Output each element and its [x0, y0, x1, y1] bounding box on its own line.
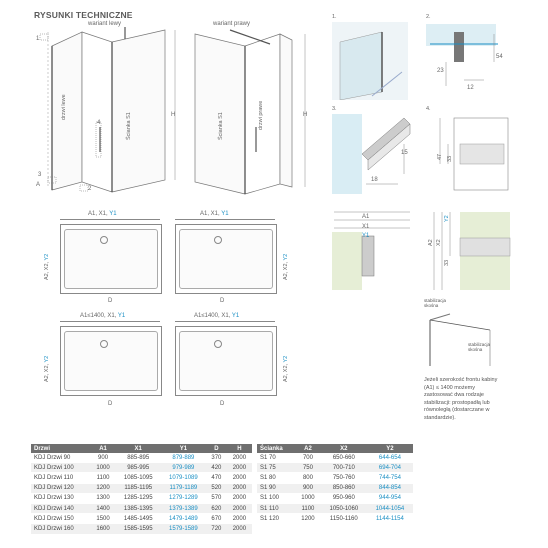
plan-tl-dim: A1, X1, Y1 [88, 211, 117, 217]
table-row: KDJ Drzwi 100 1000 985-995 979-989 420 2000 [31, 463, 252, 473]
walls-table-header: Ścianka A2 X2 Y2 [257, 444, 413, 453]
detail-4-drawing [434, 114, 514, 194]
detail-2-number: 2. [426, 14, 431, 20]
detail-6-a2: A2 [428, 239, 434, 246]
stabilization-bottom-label: stabilizacja skośna [468, 342, 491, 352]
drain-icon [100, 340, 108, 348]
table-row: KDJ Drzwi 160 1600 1585-1595 1579-1589 720 2000 [31, 524, 252, 534]
table-row: S1 110 1100 1050-1060 1044-1054 [257, 503, 413, 513]
plan-br-side-dim: A2, X2, Y2 [283, 355, 289, 382]
detail-5-y1: Y1 [362, 233, 370, 239]
plan-tr-side-dim: A2, X2, Y2 [283, 253, 289, 280]
table-row: S1 90 900 850-860 844-854 [257, 483, 413, 493]
detail-5-drawing [332, 210, 412, 290]
detail-2-dim-23: 23 [437, 68, 444, 74]
stabilization-note: Jeżeli szerokość frontu kabiny (A1) ≤ 1400 możemy zastosować dwa rodzaje stabilizacji: prostopadłą lub równoległą (dostarczane w standardzie). [424, 377, 498, 421]
drain-icon [100, 236, 108, 244]
plan-br-dim: A1≤1400, X1, Y1 [194, 313, 240, 319]
door-right-label: drzwi prawe [258, 100, 264, 130]
table-row: S1 80 800 750-760 744-754 [257, 473, 413, 483]
table-row: S1 120 1200 1150-1160 1144-1154 [257, 514, 413, 524]
ref-2-label: 2 [88, 186, 92, 192]
plan-br-tray [175, 326, 277, 396]
plan-bl-tray [60, 326, 162, 396]
plan-bl-dim: A1≤1400, X1, Y1 [80, 313, 126, 319]
detail-3-dim-15: 15 [401, 150, 408, 156]
page-title: RYSUNKI TECHNICZNE [34, 10, 133, 20]
plan-tr-tray [175, 224, 277, 294]
plan-tr-d: D [220, 298, 225, 304]
detail-2-dim-12: 12 [467, 85, 474, 91]
table-row: KDJ Drzwi 90 900 885-895 879-889 370 2000 [31, 453, 252, 463]
ref-3-label: 3 [38, 172, 42, 178]
plan-br-d: D [220, 401, 225, 407]
table-row: KDJ Drzwi 120 1200 1185-1195 1179-1189 520 2000 [31, 483, 252, 493]
detail-1-drawing [332, 22, 408, 100]
detail-5-x1: X1 [362, 224, 370, 230]
door-left-label: drzwi lewe [61, 94, 67, 120]
detail-4-number: 4. [426, 106, 431, 112]
plan-tl-side-dim: A2, X2, Y2 [44, 253, 50, 280]
walls-table [257, 444, 413, 524]
detail-3-number: 3. [332, 106, 337, 112]
drain-icon [214, 340, 222, 348]
table-row: KDJ Drzwi 110 1100 1085-1095 1079-1089 470 2000 [31, 473, 252, 483]
doors-table [31, 444, 252, 535]
left-variant-label: wariant lewy [88, 21, 122, 27]
h-label-left: H [171, 112, 176, 118]
table-row: KDJ Drzwi 150 1500 1485-1495 1479-1489 670 2000 [31, 514, 252, 524]
detail-4-dim-33: 33 [447, 155, 453, 162]
table-row: KDJ Drzwi 130 1300 1285-1295 1279-1289 570 2000 [31, 493, 252, 503]
h-label-right: H [303, 112, 308, 118]
a-label: A [36, 182, 41, 188]
plan-bl-d: D [108, 401, 113, 407]
plan-tl-d: D [108, 298, 113, 304]
detail-6-dim-33: 33 [444, 259, 450, 266]
detail-2-dim-54: 54 [496, 54, 503, 60]
right-variant-drawing [195, 30, 308, 194]
drain-icon [214, 236, 222, 244]
detail-3-dim-18: 18 [371, 177, 378, 183]
detail-6-x2: X2 [436, 239, 442, 246]
detail-6-drawing [430, 208, 512, 292]
doors-table-header: Drzwi A1 X1 Y1 D H [31, 444, 252, 453]
ref-1-label: 1 [36, 36, 40, 42]
wall-left-label: Ścianka S1 [126, 112, 132, 140]
table-row: S1 70 700 650-660 644-654 [257, 453, 413, 463]
detail-1-number: 1. [332, 14, 337, 20]
right-variant-label: wariant prawy [213, 21, 251, 27]
stabilization-top-label: stabilizacja skośna [424, 298, 447, 308]
table-row: KDJ Drzwi 140 1400 1385-1395 1379-1389 620 2000 [31, 503, 252, 513]
detail-5-a1: A1 [362, 214, 370, 220]
stabilization-drawing [420, 310, 500, 370]
wall-right-label: Ścianka S1 [218, 112, 224, 140]
ref-4-label: 4 [97, 120, 101, 126]
table-row: S1 75 750 700-710 694-704 [257, 463, 413, 473]
plan-tr-dim: A1, X1, Y1 [200, 211, 229, 217]
plan-tl-tray [60, 224, 162, 294]
detail-6-y2: Y2 [444, 215, 450, 222]
table-row: S1 100 1000 950-960 944-954 [257, 493, 413, 503]
detail-4-dim-47: 47 [437, 153, 443, 160]
plan-bl-side-dim: A2, X2, Y2 [44, 355, 50, 382]
